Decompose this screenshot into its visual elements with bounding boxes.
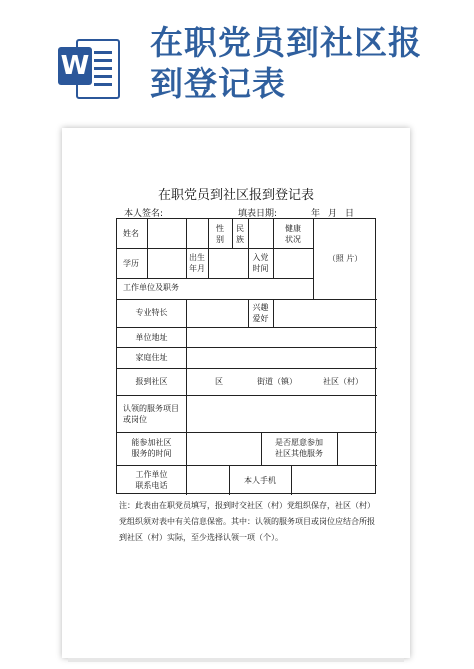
health-label-line2: 状况	[285, 235, 301, 244]
word-icon	[58, 33, 120, 99]
other-service-label	[261, 437, 337, 459]
hobby-label-line1: 兴趣	[252, 303, 269, 312]
month-label: 月	[328, 209, 338, 219]
ethnicity-label-line2: 族	[236, 235, 244, 244]
service-time-label	[117, 437, 186, 459]
birth-label	[186, 252, 208, 274]
banner-title-line1: 在职党员到社区报	[150, 23, 422, 62]
home-address-label: 家庭住址	[135, 353, 168, 362]
banner-title-line2: 到登记表	[150, 64, 286, 103]
report-community-label: 报到社区	[135, 377, 168, 386]
gender-label	[208, 223, 232, 245]
ethnicity-label	[232, 223, 248, 245]
service-time-label-line2: 服务的时间	[131, 449, 172, 458]
service-project-label-line1: 认领的服务项目	[123, 404, 179, 413]
work-phone-label-line1: 工作单位	[135, 470, 168, 479]
footnote-line3: 到社区（村）实际，至少选择认领一项（个）。	[119, 533, 283, 542]
page-shadow	[68, 658, 404, 662]
service-project-label-line2: 或岗位	[123, 415, 147, 424]
mobile-label: 本人手机	[244, 476, 276, 485]
street-label: 街道（镇）	[257, 377, 297, 386]
health-label	[273, 223, 313, 245]
hobby-label-line2: 爱好	[252, 314, 269, 323]
footnote-line2: 党组织须对表中有关信息保密。其中：认领的服务项目或岗位应结合所报	[119, 517, 375, 526]
district-label: 区	[215, 377, 223, 386]
other-service-label-line2: 社区其他服务	[275, 449, 323, 458]
word-badge: W	[58, 47, 92, 85]
photo-placeholder: （照 片）	[327, 254, 363, 263]
footnote-line1: 注：此表由在职党员填写，报到时交社区（村）党组织保存，社区（村）	[119, 501, 375, 510]
unit-address-label: 单位地址	[135, 333, 168, 342]
service-time-label-line1: 能参加社区	[131, 438, 172, 447]
hobby-label	[248, 302, 273, 324]
day-label: 日	[345, 209, 355, 219]
health-label-line1: 健康	[285, 224, 301, 233]
join-party-label-line1: 入党	[252, 253, 269, 262]
document-title: 在职党员到社区报到登记表	[157, 188, 314, 203]
education-label: 学历	[123, 259, 139, 268]
service-project-label	[123, 403, 179, 425]
work-phone-label-line2: 联系电话	[135, 481, 168, 490]
gender-label-line1: 性	[216, 224, 224, 233]
birth-label-line1: 出生	[189, 253, 205, 262]
join-party-label-line2: 时间	[252, 264, 269, 273]
ethnicity-label-line1: 民	[236, 224, 244, 233]
other-service-label-line1: 是否愿意参加	[275, 438, 323, 447]
year-label: 年	[311, 209, 321, 219]
work-phone-label	[117, 469, 186, 491]
header-banner	[0, 0, 474, 130]
specialty-label: 专业特长	[135, 308, 168, 317]
footnote	[119, 498, 381, 546]
community-label: 社区（村）	[323, 377, 363, 386]
date-label: 填表日期:	[238, 209, 278, 219]
signature-label: 本人签名:	[124, 209, 164, 219]
join-party-label	[248, 252, 273, 274]
registration-table	[116, 218, 376, 494]
name-label: 姓名	[123, 229, 139, 238]
work-unit-position-label: 工作单位及职务	[123, 283, 179, 292]
birth-label-line2: 年月	[189, 264, 205, 273]
banner-title	[150, 22, 450, 104]
gender-label-line2: 别	[216, 235, 224, 244]
